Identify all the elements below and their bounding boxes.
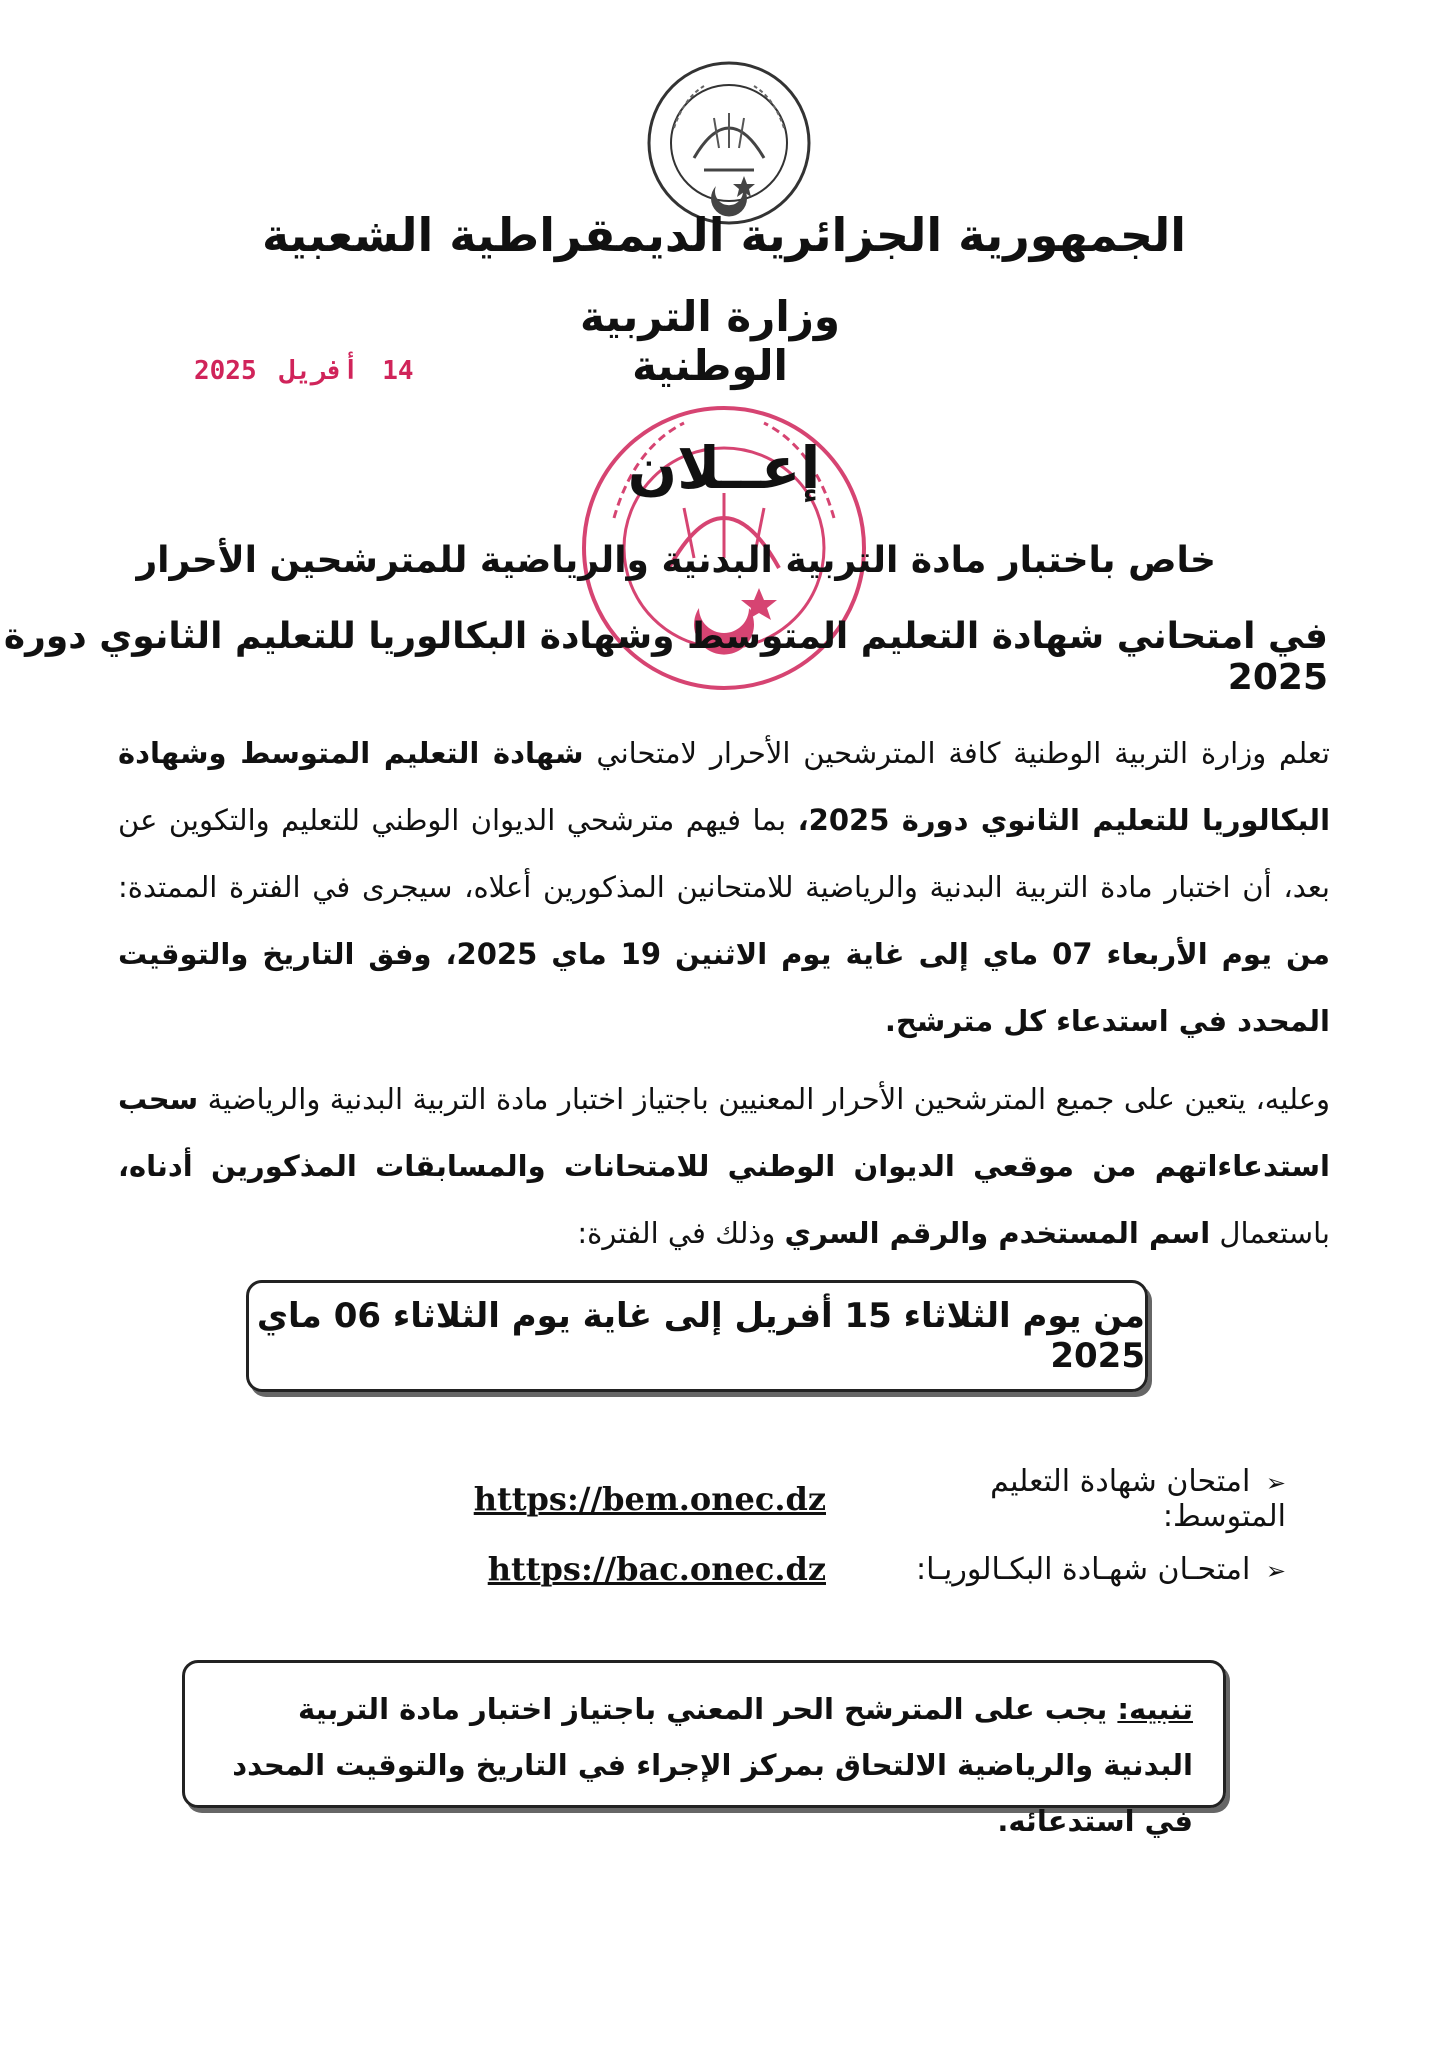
bac-link-label — [866, 1552, 1286, 1587]
announcement-subject-line-2: في امتحاني شهادة التعليم المتوسط وشهادة البكالوريا للتعليم الثانوي دورة 2025 — [3, 616, 1328, 698]
body-p2-credentials: اسم المستخدم والرقم السري — [784, 1216, 1211, 1250]
date-stamp-year: 2025 — [194, 356, 257, 386]
body-p1-dates: من يوم الأربعاء 07 ماي إلى غاية يوم الاثنين 19 ماي 2025، وفق التاريخ والتوقيت المحدد في استدعاء كل مترشح. — [118, 937, 1331, 1038]
date-stamp-day: 14 — [382, 356, 414, 386]
body-paragraph-2 — [118, 1066, 1330, 1267]
body-p1-details: بما فيهم مترشحي الديوان الوطني للتعليم والتكوين عن بعد، أن اختبار مادة التربية البدنية والرياضية للامتحانين المذكورين أعلاه، سيجرى في الفترة الممتدة: — [118, 803, 1330, 904]
download-period-text: من يوم الثلاثاء 15 أفريل إلى غاية يوم الثلاثاء 06 ماي 2025 — [256, 1296, 1145, 1376]
bem-url-link[interactable]: https://bem.onec.dz — [473, 1480, 826, 1518]
download-period-box — [246, 1280, 1148, 1392]
bem-link-row — [474, 1464, 1286, 1534]
arrow-bullet-icon: ➢ — [1265, 1556, 1286, 1585]
announcement-subject-line-1: خاص باختبار مادة التربية البدنية والرياضية للمترشحين الأحرار — [136, 540, 1216, 581]
republic-title: الجمهورية الجزائرية الديمقراطية الشعبية — [261, 208, 1187, 262]
notice-paragraph — [215, 1681, 1193, 1849]
announcement-title: إعــلان — [627, 434, 821, 502]
bem-exam-label: امتحان شهادة التعليم المتوسط: — [990, 1464, 1286, 1534]
ministry-title: وزارة التربية الوطنية — [579, 292, 841, 390]
body-p1-exams: شهادة التعليم المتوسط وشهادة البكالوريا للتعليم الثانوي دورة 2025، — [118, 736, 1331, 837]
body-p2-period: وذلك في الفترة: — [577, 1216, 776, 1250]
notice-box — [182, 1660, 1226, 1838]
bac-link-row — [488, 1550, 1286, 1588]
date-stamp-month: أفريل — [280, 356, 359, 386]
notice-text: يجب على المترشح الحر المعني باجتياز اختبار مادة التربية البدنية والرياضية الالتحاق بمركز الإجراء في التاريخ والتوقيت المحدد في استدعائه. — [232, 1692, 1193, 1838]
notice-label: تنبيه: — [1117, 1692, 1193, 1726]
national-emblem-icon — [644, 58, 814, 228]
bac-exam-label: امتحـان شهـادة البكـالوريـا: — [915, 1551, 1251, 1587]
body-p1-intro: تعلم وزارة التربية الوطنية كافة المترشحين الأحرار لامتحاني — [596, 736, 1330, 770]
body-p2-download: سحب استدعاءاتهم من موقعي الديوان الوطني للامتحانات والمسابقات المذكورين أدناه، — [118, 1082, 1330, 1183]
bem-link-label — [866, 1464, 1286, 1534]
bac-url-link[interactable]: https://bac.onec.dz — [487, 1550, 826, 1588]
arrow-bullet-icon: ➢ — [1265, 1469, 1286, 1497]
date-stamp — [190, 356, 418, 386]
body-p2-using: باستعمال — [1219, 1216, 1330, 1250]
body-paragraph-1 — [118, 720, 1330, 1055]
body-p2-intro: وعليه، يتعين على جميع المترشحين الأحرار المعنيين باجتياز اختبار مادة التربية البدنية والرياضية — [207, 1082, 1331, 1116]
